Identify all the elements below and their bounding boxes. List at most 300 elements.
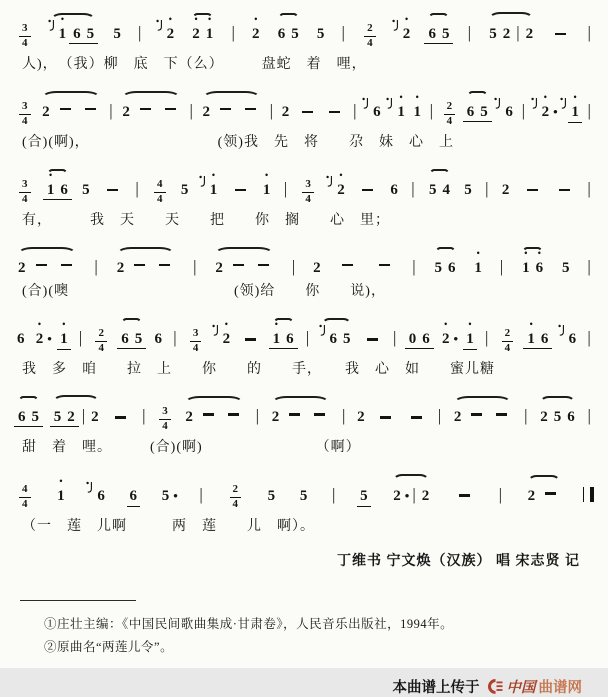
barline: | — [587, 406, 591, 426]
duration-dash — [329, 111, 340, 113]
note — [156, 25, 178, 43]
barline: | — [94, 257, 98, 277]
note-digit: • 2 — [189, 25, 203, 43]
slide-ornament-icon — [199, 175, 206, 193]
duration-dash — [61, 264, 72, 266]
note — [410, 103, 424, 121]
duration-dash — [134, 264, 145, 266]
time-signature-denominator: 4 — [22, 114, 28, 127]
note-digit: • 1 — [203, 25, 217, 43]
note — [86, 487, 108, 505]
note-digit: 5 — [464, 182, 472, 199]
note-digit: 6 — [428, 26, 436, 42]
duration-dash — [289, 413, 300, 415]
duration-dash — [527, 189, 538, 191]
barline: | — [485, 328, 489, 348]
slur-group — [425, 181, 454, 199]
note — [151, 330, 165, 348]
notes-row — [12, 471, 596, 511]
slide-ornament-icon — [326, 175, 333, 193]
duration-dash — [380, 416, 391, 418]
note-digit: 5 — [480, 104, 488, 121]
notes-row — [12, 393, 596, 433]
barline: | — [437, 406, 442, 426]
note — [354, 408, 368, 426]
duration-dash — [362, 189, 373, 191]
note-digit: 5 — [316, 26, 325, 42]
note-digit: • 1 — [394, 103, 408, 121]
note — [426, 181, 440, 199]
augmentation-dot: • — [47, 331, 52, 347]
time-signature-denominator: 4 — [446, 114, 453, 127]
note — [199, 181, 221, 199]
note — [326, 181, 348, 199]
note — [537, 408, 551, 426]
note-digit: • 1 — [410, 103, 424, 121]
barline: | — [516, 23, 520, 42]
music-line-7 — [12, 471, 596, 534]
note-digit: 6 — [422, 331, 430, 348]
barline: | — [255, 406, 260, 426]
duration-dash — [140, 108, 151, 110]
music-line-3 — [12, 166, 596, 229]
barline: | — [499, 257, 504, 277]
slide-ornament-icon — [560, 97, 567, 115]
note-digit: 5 — [489, 26, 497, 42]
time-signature-denominator: 4 — [157, 192, 163, 205]
note-digit: 6 — [154, 331, 162, 348]
note — [425, 25, 439, 43]
time-signature-numerator: 3 — [19, 23, 31, 37]
note-digit: 6 — [286, 331, 294, 348]
note-digit: 0 — [408, 331, 417, 348]
notes-row — [12, 166, 596, 206]
note — [14, 330, 28, 348]
note-digit: 6 — [60, 182, 68, 199]
barline: | — [411, 179, 415, 199]
note — [500, 25, 514, 43]
time-signature-numerator: 2 — [364, 23, 376, 37]
note — [189, 25, 203, 43]
note-digit: • 1 — [44, 181, 58, 199]
duration-dash — [107, 189, 118, 191]
barline: | — [341, 406, 346, 426]
note-digit: • 1 — [471, 259, 485, 277]
note — [15, 408, 29, 426]
note-digit: 5 — [428, 182, 437, 199]
note — [119, 103, 133, 121]
note — [387, 181, 401, 199]
note-digit: • 2 — [400, 25, 414, 43]
note — [29, 408, 43, 426]
slur-group — [113, 259, 179, 277]
duration-dash — [314, 413, 325, 415]
slur-group — [38, 103, 104, 121]
duration-dash — [471, 413, 482, 415]
music-systems — [12, 10, 596, 535]
slur-group — [424, 25, 453, 44]
note — [386, 103, 408, 121]
note-digit: • 1 — [463, 330, 477, 350]
upload-text: 本曲谱上传于 — [392, 680, 480, 697]
note — [559, 259, 573, 277]
site-attribution — [12, 676, 596, 697]
note — [558, 330, 580, 348]
footnote-1: ①庄壮主编：《中国民间歌曲集成·甘肃卷》，人民音乐出版社，1994年。 — [44, 616, 454, 631]
note — [127, 487, 141, 507]
note-digit: 5 — [357, 487, 371, 507]
note — [314, 25, 328, 43]
note-digit: 2 — [527, 488, 536, 505]
note — [212, 259, 226, 277]
note — [48, 25, 70, 43]
notes-row — [12, 88, 596, 128]
note — [310, 259, 324, 277]
barline: | — [231, 23, 235, 42]
duration-dash — [258, 264, 269, 266]
time-signature — [95, 328, 107, 354]
note-digit: 5 — [31, 409, 39, 426]
time-signature-denominator: 4 — [22, 498, 28, 511]
note-digit: • 2 — [164, 25, 178, 43]
time-signature-denominator: 4 — [98, 341, 104, 354]
slur-group — [43, 181, 72, 200]
note-digit: 6 — [390, 182, 398, 199]
note — [471, 259, 485, 277]
time-signature-numerator: 3 — [159, 406, 171, 420]
slur-group — [536, 408, 579, 426]
duration-dash — [555, 33, 566, 35]
note-digit: 6 — [568, 331, 577, 348]
lyrics-row: 甜 着 哩。 (合)(啊) （啊） — [22, 440, 361, 456]
augmentation-dot: • — [404, 488, 410, 504]
note — [279, 103, 293, 121]
time-signature-numerator: 2 — [230, 484, 242, 498]
music-line-4 — [12, 244, 596, 300]
barline: | — [341, 23, 345, 42]
duration-dash — [245, 338, 256, 340]
footnotes — [44, 613, 596, 661]
duration-dash — [459, 494, 470, 496]
note — [319, 330, 341, 348]
note-digit: 2 — [91, 409, 99, 426]
note-digit: 5 — [267, 488, 276, 505]
note — [390, 487, 409, 505]
barline: | — [587, 328, 591, 348]
note-digit: 2 — [202, 104, 211, 121]
duration-dash — [220, 108, 231, 110]
note — [84, 25, 98, 43]
time-signature-numerator: 4 — [154, 179, 166, 193]
note — [445, 259, 459, 277]
duration-dash — [203, 413, 214, 415]
barline: | — [353, 101, 357, 121]
note-digit: 6 — [466, 104, 475, 121]
note-digit: 2 — [421, 488, 430, 505]
note — [340, 330, 354, 348]
note — [57, 330, 71, 350]
time-signature — [444, 101, 456, 127]
note-digit: • 1 — [260, 181, 274, 199]
note — [525, 487, 539, 505]
note — [357, 487, 371, 507]
note-digit: 6 — [448, 260, 456, 277]
augmentation-dot: • — [453, 331, 458, 347]
note-digit: 5 — [299, 488, 308, 505]
site-logo-icon — [487, 678, 504, 695]
note-digit: • 1 — [57, 330, 71, 350]
duration-dash — [36, 264, 47, 266]
time-signature-denominator: 4 — [162, 419, 168, 432]
augmentation-dot: • — [553, 104, 558, 120]
brand-secondary: 曲谱网 — [538, 680, 582, 697]
slide-ornament-icon — [212, 324, 219, 342]
slur-group — [118, 103, 184, 121]
slide-ornament-icon — [156, 19, 163, 37]
time-signature-numerator: 3 — [302, 179, 314, 193]
time-signature-denominator: 4 — [367, 36, 373, 49]
note — [44, 181, 58, 199]
slide-ornament-icon — [531, 97, 538, 115]
note-digit: • 2 — [334, 181, 348, 199]
time-signature-numerator: 2 — [95, 328, 107, 342]
note-digit: 5 — [82, 182, 90, 199]
barline: | — [305, 328, 310, 348]
slur-group — [318, 330, 355, 348]
duration-dash — [367, 338, 378, 340]
note — [406, 330, 420, 348]
note — [270, 330, 284, 348]
slur-group — [463, 103, 492, 122]
note-digit: 2 — [185, 409, 193, 426]
music-line-5 — [12, 315, 596, 378]
slur-group — [518, 259, 547, 277]
note — [432, 259, 446, 277]
note-digit: 6 — [540, 331, 549, 348]
time-signature — [19, 101, 31, 127]
slide-ornament-icon — [494, 97, 501, 115]
slide-ornament-icon — [362, 97, 369, 115]
barline: | — [587, 23, 591, 42]
slur-group — [269, 330, 298, 349]
note — [538, 330, 552, 348]
music-line-2 — [12, 88, 596, 151]
duration-dash — [302, 111, 313, 113]
note — [531, 103, 558, 121]
note — [15, 259, 29, 277]
duration-dash — [559, 189, 570, 191]
slide-ornament-icon — [386, 97, 393, 115]
note-digit: 2 — [42, 104, 50, 121]
time-signature-numerator: 3 — [19, 179, 31, 193]
time-signature — [159, 406, 171, 432]
note — [524, 330, 538, 348]
note-digit: 6 — [277, 26, 286, 42]
beam-group — [523, 330, 552, 349]
note-digit: 6 — [97, 488, 105, 505]
note-digit: 6 — [505, 104, 513, 121]
slide-ornament-icon — [48, 19, 55, 37]
note-digit: • 2 — [439, 330, 453, 348]
note-digit: 5 — [343, 331, 351, 348]
beam-group — [69, 25, 98, 44]
slur-group — [485, 24, 537, 43]
duration-dash — [228, 413, 239, 415]
barline: | — [393, 328, 397, 348]
note-digit: 5 — [53, 409, 62, 426]
augmentation-dot: • — [173, 488, 178, 504]
time-signature-denominator: 4 — [232, 498, 238, 511]
slur-group — [274, 25, 303, 43]
slur-group — [211, 259, 277, 277]
barline: | — [81, 406, 86, 426]
note — [265, 487, 279, 505]
note-digit: 6 — [373, 104, 381, 121]
note-digit: 5 — [180, 182, 189, 199]
barline: | — [498, 485, 502, 505]
credits-line: 丁维书 宁文焕（汉族） 唱 宋志贤 记 — [337, 553, 580, 569]
note — [33, 330, 52, 348]
slur-group — [199, 103, 265, 121]
note — [269, 408, 283, 426]
note — [182, 408, 196, 426]
note-digit: 6 — [127, 487, 141, 507]
time-signature — [19, 23, 31, 49]
note-digit: • 2 — [220, 330, 234, 348]
note — [70, 25, 84, 43]
barline: | — [485, 179, 489, 199]
note-digit: 2 — [525, 26, 534, 42]
note-digit: • 2 — [249, 25, 263, 43]
note-digit: • 2 — [539, 103, 553, 121]
barline: | — [189, 101, 193, 121]
note-digit: 5 — [134, 331, 143, 348]
note — [439, 330, 458, 348]
time-signature-denominator: 4 — [504, 341, 511, 354]
note-digit: 2 — [313, 260, 321, 277]
note-digit: • 2 — [33, 330, 47, 348]
time-signature-denominator: 4 — [192, 341, 199, 354]
note-digit: 2 — [18, 260, 26, 277]
time-signature — [154, 179, 166, 205]
footnote-2: ②原曲名“两莲儿令”。 — [44, 640, 174, 655]
barline: | — [467, 23, 472, 42]
note-digit: 2 — [540, 409, 548, 426]
note — [297, 487, 311, 505]
note — [486, 25, 500, 43]
time-signature-denominator: 4 — [22, 36, 28, 49]
time-signature-numerator: 2 — [444, 101, 456, 115]
note — [88, 408, 102, 426]
duration-dash — [60, 108, 71, 110]
note-digit: 6 — [73, 26, 81, 42]
note — [288, 25, 302, 43]
lyrics-row: 我 多 咱 拉 上 你 的 手， 我 心 如 蜜儿糖 — [22, 362, 495, 378]
slur-group — [181, 408, 247, 426]
note — [439, 181, 453, 199]
note — [159, 487, 178, 505]
note — [118, 330, 132, 348]
barline: | — [412, 485, 416, 505]
note — [79, 181, 93, 199]
slide-ornament-icon — [558, 324, 565, 342]
time-signature-numerator: 3 — [190, 328, 202, 342]
barline: | — [193, 257, 197, 277]
slur-group — [188, 25, 217, 43]
slur-group — [117, 330, 146, 349]
note-digit: 2 — [215, 260, 223, 277]
time-signature-numerator: 3 — [19, 101, 31, 115]
note-digit: 5 — [441, 26, 450, 42]
note — [499, 181, 513, 199]
duration-dash — [545, 492, 556, 494]
barline: | — [587, 179, 591, 199]
note-digit: 2 — [453, 409, 462, 426]
notes-row — [12, 10, 596, 50]
barline: | — [138, 23, 142, 42]
barline: | — [199, 485, 203, 505]
note-digit: 2 — [122, 104, 130, 121]
note — [203, 25, 217, 43]
note — [533, 259, 547, 277]
note — [57, 181, 71, 199]
note-digit: 5 — [86, 26, 95, 42]
site-brand — [487, 676, 583, 697]
slur-group — [524, 487, 565, 505]
beam-group — [405, 330, 434, 349]
lyrics-row: （一 莲 儿啊 两 莲 儿 啊）。 — [22, 518, 315, 534]
note — [477, 103, 491, 121]
slur-group — [268, 408, 334, 426]
lyrics-row: 有， 我 天 天 把 你 搁 心 里； — [22, 213, 390, 229]
note-digit: 2 — [501, 182, 510, 199]
time-signature — [19, 179, 31, 205]
note — [283, 330, 297, 348]
slur-group — [47, 25, 100, 44]
slur-group — [14, 259, 80, 277]
note — [362, 103, 384, 121]
note-digit: 5 — [434, 260, 443, 277]
note-digit: 5 — [161, 488, 170, 505]
note — [463, 330, 477, 350]
note-digit: • 1 — [56, 25, 70, 43]
duration-dash — [159, 264, 170, 266]
music-line-1 — [12, 10, 596, 73]
note — [54, 487, 68, 505]
barline: | — [429, 101, 433, 121]
slur-group — [49, 407, 103, 427]
note-digit: 2 — [357, 409, 365, 426]
note — [494, 103, 516, 121]
note-digit: 6 — [17, 331, 25, 348]
notes-row — [12, 244, 596, 277]
duration-dash — [233, 264, 244, 266]
slide-ornament-icon — [319, 324, 326, 342]
note — [419, 330, 433, 348]
time-signature-denominator: 4 — [305, 192, 311, 205]
duration-dash — [115, 416, 126, 418]
beam-group — [50, 408, 79, 427]
note — [519, 259, 533, 277]
time-signature — [302, 179, 314, 205]
slide-ornament-icon — [86, 481, 93, 499]
slur-group — [14, 408, 43, 427]
time-signature-numerator: 4 — [19, 484, 31, 498]
note — [464, 103, 478, 121]
note — [560, 103, 582, 123]
music-line-6 — [12, 393, 596, 456]
note-digit: 2 — [116, 260, 125, 277]
